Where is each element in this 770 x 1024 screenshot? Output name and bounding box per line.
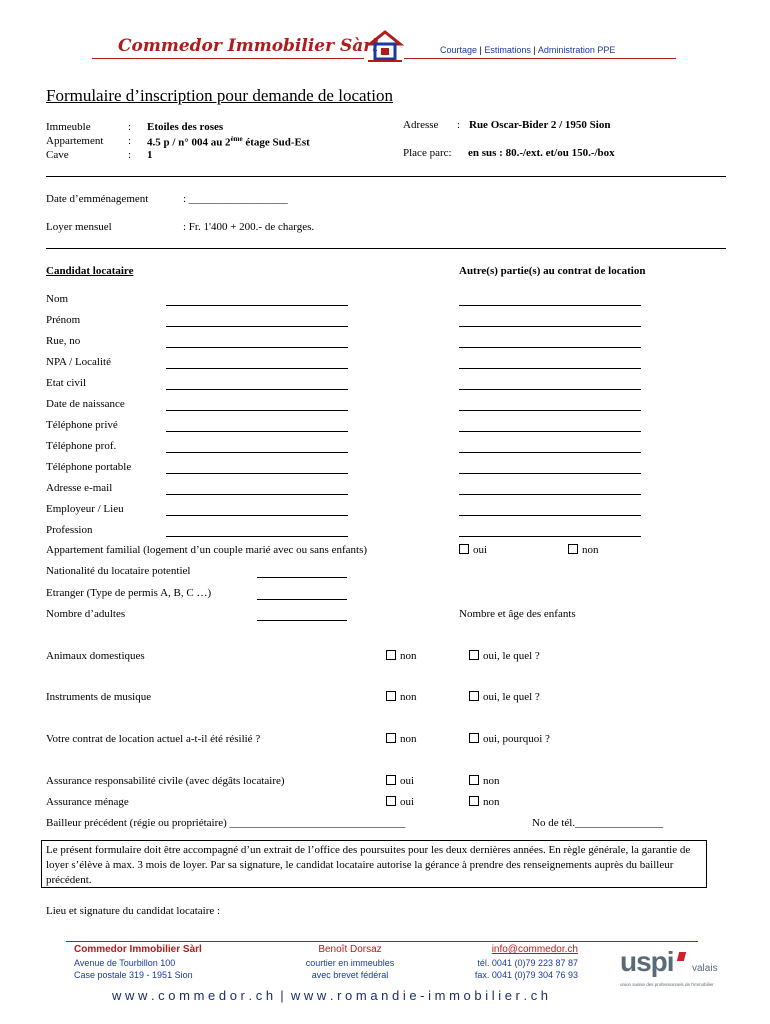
non-label: non: [400, 733, 417, 745]
checkbox-icon[interactable]: [469, 775, 479, 785]
etranger-label: Etranger (Type de permis A, B, C …): [46, 587, 212, 599]
field-label: Profession: [46, 524, 93, 536]
header-services: [440, 45, 615, 55]
oui-label: oui: [400, 775, 415, 787]
appartement-label: Appartement: [46, 135, 104, 147]
colon: :: [128, 149, 132, 161]
candidat-heading: Candidat locataire: [46, 265, 134, 277]
field-label: Etat civil: [46, 377, 87, 389]
checkbox-icon[interactable]: [469, 733, 479, 743]
checkbox-icon[interactable]: [469, 796, 479, 806]
other-party-field-input[interactable]: [459, 431, 641, 432]
loyer-value: : Fr. 1'400 + 200.- de charges.: [183, 221, 315, 233]
candidate-field-input[interactable]: [166, 515, 348, 516]
footer-tel: tél. 0041 (0)79 223 87 87: [477, 958, 578, 968]
footer-fax: fax. 0041 (0)79 304 76 93: [474, 970, 578, 980]
appartement-value-suffix: étage Sud-Est: [242, 136, 310, 149]
adultes-label: Nombre d’adultes: [46, 608, 126, 620]
uspi-region: valais: [692, 963, 718, 974]
instruments-label: Instruments de musique: [46, 691, 152, 703]
notice-box: [41, 840, 707, 888]
service-sep: |: [533, 45, 536, 55]
contrat-label: Votre contrat de location actuel a-t-il été résilié ?: [46, 733, 261, 745]
service-estimations: Estimations: [484, 45, 531, 55]
nationalite-label: Nationalité du locataire potentiel: [46, 565, 191, 577]
oui-quel-label: oui, le quel ?: [483, 691, 540, 703]
immeuble-value: Etoiles des roses: [147, 121, 224, 133]
field-label: Prénom: [46, 314, 81, 326]
etranger-field[interactable]: [257, 599, 347, 600]
header-rule-right: [404, 58, 676, 59]
candidate-field-input[interactable]: [166, 536, 348, 537]
oui-quel-label: oui, le quel ?: [483, 650, 540, 662]
checkbox-icon[interactable]: [469, 691, 479, 701]
candidate-field-input[interactable]: [166, 347, 348, 348]
appartement-value: [147, 135, 310, 149]
checkbox-icon[interactable]: [386, 796, 396, 806]
appartement-sup: ème: [230, 135, 243, 143]
field-label: Téléphone privé: [46, 419, 118, 431]
divider: [46, 176, 726, 177]
footer-rule: [66, 941, 698, 942]
checkbox-icon[interactable]: [386, 775, 396, 785]
tel-field[interactable]: No de tél.________________: [532, 817, 664, 829]
divider: [46, 248, 726, 249]
contrat-non[interactable]: [386, 733, 417, 745]
other-party-field-input[interactable]: [459, 368, 641, 369]
oui-label: oui: [473, 544, 488, 556]
animaux-label: Animaux domestiques: [46, 650, 145, 662]
service-administration: Administration PPE: [537, 45, 616, 55]
other-party-field-input[interactable]: [459, 536, 641, 537]
checkbox-icon[interactable]: [386, 733, 396, 743]
candidate-field-input[interactable]: [166, 494, 348, 495]
familial-question: Appartement familial (logement d’un couple marié avec ou sans enfants): [46, 544, 368, 556]
other-party-field-input[interactable]: [459, 410, 641, 411]
assurance-rc-label: Assurance responsabilité civile (avec dégâts locataire): [46, 775, 285, 787]
page-title: Formulaire d’inscription pour demande de location: [46, 86, 393, 105]
other-party-field-input[interactable]: [459, 305, 641, 306]
adresse-value: Rue Oscar-Bider 2 / 1950 Sion: [469, 119, 611, 131]
instruments-non[interactable]: [386, 691, 417, 703]
other-party-field-input[interactable]: [459, 326, 641, 327]
house-icon: [366, 30, 404, 64]
assurance-rc-oui[interactable]: [386, 775, 414, 787]
cave-label: Cave: [46, 149, 69, 161]
checkbox-icon[interactable]: [568, 544, 578, 554]
footer-address-1: Avenue de Tourbillon 100: [74, 958, 176, 968]
footer-broker-role: courtier en immeubles: [305, 958, 395, 968]
autres-parties-heading: Autre(s) partie(s) au contrat de location: [459, 265, 646, 277]
colon: :: [128, 135, 132, 147]
adresse-label: Adresse: [403, 119, 439, 131]
other-party-field-input[interactable]: [459, 473, 641, 474]
familial-oui[interactable]: [459, 544, 487, 556]
candidate-field-input[interactable]: [166, 410, 348, 411]
familial-non[interactable]: [568, 544, 599, 556]
footer-websites: w w w . c o m m e d o r . c h | w w w . r o m a n d i e - i m m o b i l i e r . c h: [111, 988, 549, 1003]
parc-value: en sus : 80.-/ext. et/ou 150.-/box: [468, 147, 615, 159]
candidate-field-input[interactable]: [166, 431, 348, 432]
non-label: non: [483, 775, 500, 787]
date-emmenagement-label: Date d’emménagement: [46, 193, 149, 205]
service-courtage: Courtage: [440, 45, 478, 55]
field-label: Téléphone prof.: [46, 440, 117, 452]
bailleur-field[interactable]: Bailleur précédent (régie ou propriétaire) ________________________________: [46, 817, 406, 829]
service-sep: |: [479, 45, 482, 55]
oui-pourquoi-label: oui, pourquoi ?: [483, 733, 550, 745]
parc-label: Place parc:: [403, 147, 452, 159]
cave-value: 1: [147, 149, 153, 161]
field-label: Adresse e-mail: [46, 482, 113, 494]
notice-text: Le présent formulaire doit être accompagné d’un extrait de l’office des poursuites pour les deux dernières années. En règle générale, la garantie de loyer s’élève à max. 3 mois de loyer. Par sa signature, le candidat locataire autorise la gérance à prendre des renseignements auprès du bailleur précédent.: [46, 844, 691, 886]
header-rule-left: [92, 58, 364, 59]
non-label: non: [400, 650, 417, 662]
other-party-field-input[interactable]: [459, 452, 641, 453]
checkbox-icon[interactable]: [386, 650, 396, 660]
candidate-field-input[interactable]: [166, 473, 348, 474]
date-emmenagement-field[interactable]: : __________________: [183, 193, 288, 205]
colon: :: [457, 119, 461, 131]
uspi-logo: [620, 946, 735, 994]
footer-address-2: Case postale 319 - 1951 Sion: [74, 970, 193, 980]
non-label: non: [483, 796, 500, 808]
field-label: Nom: [46, 293, 68, 305]
candidate-field-input[interactable]: [166, 305, 348, 306]
other-party-field-input[interactable]: [459, 515, 641, 516]
animaux-oui[interactable]: [469, 650, 540, 662]
colon: :: [128, 121, 132, 133]
enfants-label: Nombre et âge des enfants: [459, 608, 576, 620]
other-party-field-input[interactable]: [459, 347, 641, 348]
immeuble-label: Immeuble: [46, 121, 91, 133]
contrat-oui[interactable]: [469, 733, 550, 745]
non-label: non: [582, 544, 599, 556]
animaux-non[interactable]: [386, 650, 417, 662]
footer-broker-brevet: avec brevet fédéral: [311, 970, 389, 980]
field-label: Téléphone portable: [46, 461, 132, 473]
oui-label: oui: [400, 796, 415, 808]
checkbox-icon[interactable]: [386, 691, 396, 701]
candidate-field-input[interactable]: [166, 389, 348, 390]
field-label: Date de naissance: [46, 398, 125, 410]
field-label: NPA / Localité: [46, 356, 111, 368]
assurance-menage-label: Assurance ménage: [46, 796, 129, 808]
other-party-field-input[interactable]: [459, 494, 641, 495]
field-label: Rue, no: [46, 335, 81, 347]
signature-label: Lieu et signature du candidat locataire :: [46, 905, 221, 917]
nationalite-field[interactable]: [257, 577, 347, 578]
field-label: Employeur / Lieu: [46, 503, 124, 515]
candidate-field-input[interactable]: [166, 326, 348, 327]
footer-company: Commedor Immobilier Sàrl: [74, 944, 202, 955]
loyer-label: Loyer mensuel: [46, 221, 112, 233]
footer-email-link[interactable]: info@commedor.ch: [491, 944, 578, 955]
uspi-logo-text: uspi: [620, 946, 674, 977]
appartement-value-prefix: 4.5 p / n° 004 au 2: [147, 136, 231, 149]
footer-broker-name: Benoît Dorsaz: [318, 944, 382, 955]
candidate-field-input[interactable]: [166, 452, 348, 453]
adultes-field[interactable]: [257, 620, 347, 621]
checkbox-icon[interactable]: [459, 544, 469, 554]
company-logo-text: Commedor Immobilier Sàrl: [118, 36, 379, 56]
assurance-menage-non[interactable]: [469, 796, 500, 808]
non-label: non: [400, 691, 417, 703]
assurance-menage-oui[interactable]: [386, 796, 414, 808]
uspi-accent-icon: [677, 952, 686, 961]
checkbox-icon[interactable]: [469, 650, 479, 660]
candidate-field-input[interactable]: [166, 368, 348, 369]
assurance-rc-non[interactable]: [469, 775, 500, 787]
uspi-tagline: union suisse des professionnels de l'immobilier: [620, 982, 714, 987]
other-party-field-input[interactable]: [459, 389, 641, 390]
instruments-oui[interactable]: [469, 691, 540, 703]
